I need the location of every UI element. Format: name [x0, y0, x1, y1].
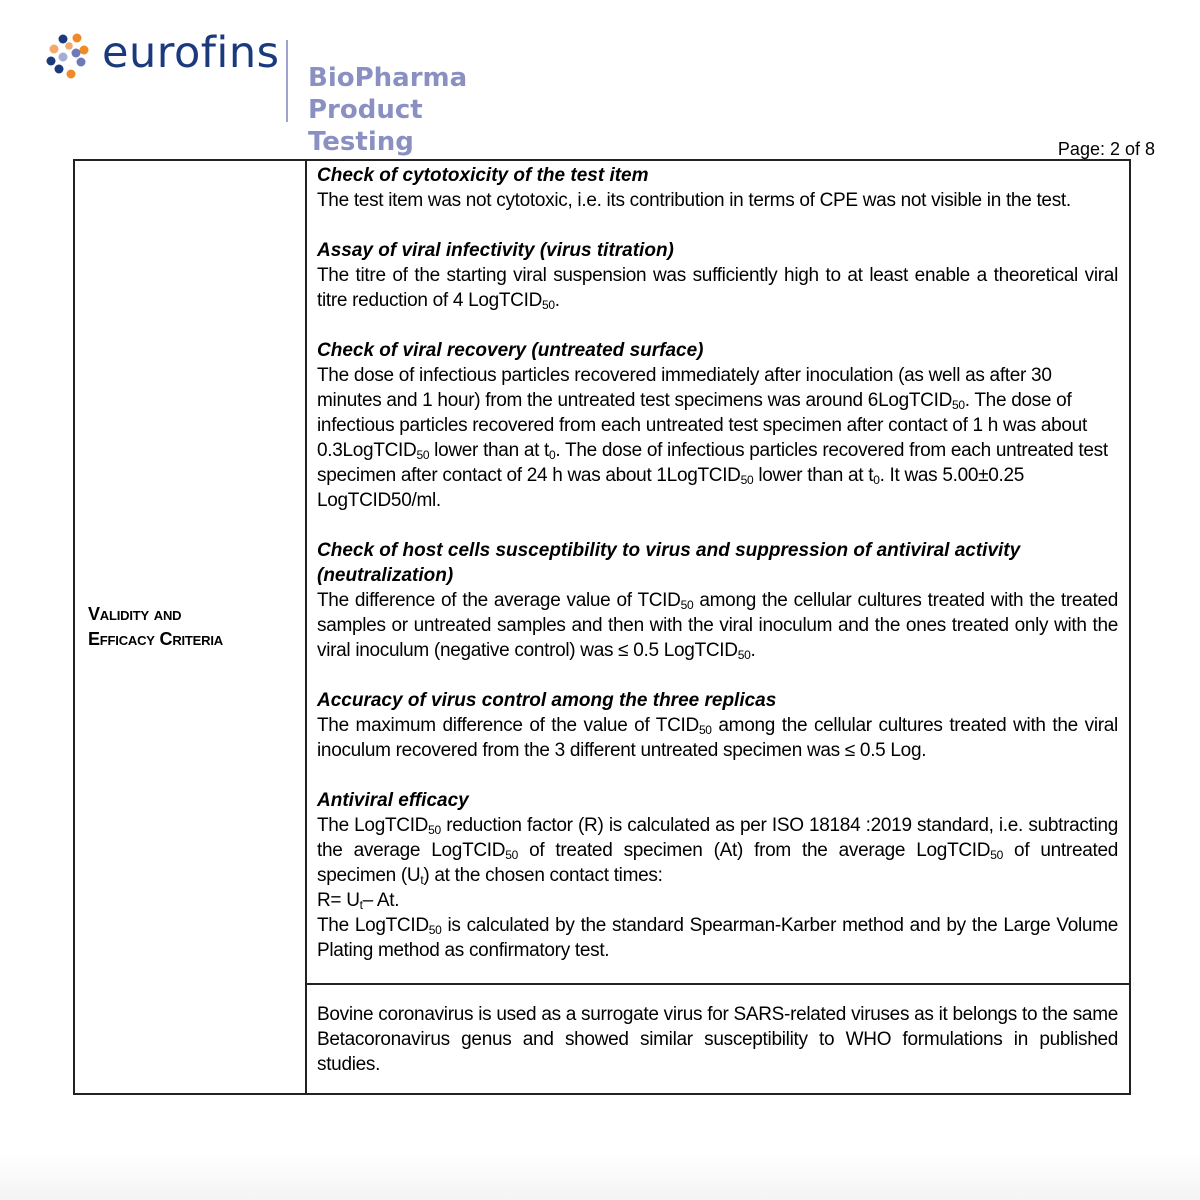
section-title: Accuracy of virus control among the three replicas: [317, 690, 777, 711]
row-label-line-1: Validity and: [88, 604, 182, 624]
molecule-dots-icon: [46, 32, 96, 82]
section-body-method: The LogTCID$_{50}$ is calculated by the standard Spearman-Karber method and by the Large Volume Plating method as confirmatory test.: [317, 915, 1118, 961]
criteria-content-cell: [306, 160, 1130, 984]
formula: $R= U_t-$ At.: [317, 890, 400, 912]
division-line-1: BioPharma: [308, 63, 468, 93]
row-label: [88, 602, 305, 652]
section-title: Assay of viral infectivity (virus titration): [317, 240, 674, 261]
section-title: Check of cytotoxicity of the test item: [317, 165, 649, 186]
section-title: Check of viral recovery (untreated surface): [317, 340, 704, 361]
section-cytotoxicity: [317, 163, 1118, 213]
division-line-2: Product Testing: [308, 95, 423, 157]
criteria-table: [73, 159, 1131, 1095]
section-body: The titre of the starting viral suspension was sufficiently high to at least enable a theoretical viral titre reduction of 4 LogTCID$_{50}$.: [317, 265, 1118, 312]
surrogate-virus-note: Bovine coronavirus is used as a surrogate virus for SARS-related viruses as it belongs to the same Betacoronavirus genus and showed similar susceptibility to WHO formulations in published studies.: [317, 1004, 1118, 1075]
section-body: The dose of infectious particles recovered immediately after inoculation (as well as after 30 minutes and 1 hour) from the untreated test specimens was around 6LogTCID$_{50}$. The dose of infectious particles recovered from each untreated test specimen after contact of 1 h was about 0.3LogTCID$_{50}$ lower than at $t_0$. The dose of infectious particles recovered from each untreated test specimen after contact of 24 h was about 1LogTCID$_{50}$ lower than at $t_0$. It was 5.00±0.25 LogTCID50/ml.: [317, 365, 1108, 511]
section-host-cells: [317, 538, 1118, 663]
section-title: Antiviral efficacy: [317, 790, 469, 811]
section-title: Check of host cells susceptibility to virus and suppression of antiviral activity (neutralization): [317, 540, 1021, 586]
brand-name: eurofins: [102, 28, 280, 78]
table-row: [74, 160, 1130, 984]
division-name: [308, 62, 526, 158]
section-viral-infectivity: [317, 238, 1118, 313]
row-label-line-2: Efficacy Criteria: [88, 629, 223, 649]
note-cell: [306, 984, 1130, 1094]
section-body: The difference of the average value of $TCID_{50}$ among the cellular cultures treated with the treated samples or untreated samples and then with the viral inoculum and the ones treated only with the viral inoculum (negative control) was ≤ 0.5 LogTCID$_{50}$.: [317, 590, 1118, 662]
row-label-cell: [74, 160, 306, 1094]
logo-divider: [286, 40, 288, 122]
page-number: Page: 2 of 8: [1057, 139, 1155, 159]
section-body: The maximum difference of the value of $TCID_{50}$ among the cellular cultures treated with the viral inoculum recovered from the 3 different untreated specimen was ≤ 0.5 Log.: [317, 715, 1118, 761]
section-body: The LogTCID$_{50}$ reduction factor (R) is calculated as per ISO 18184 :2019 standard, i.e. subtracting the average LogTCID$_{50}$ of treated specimen (At) from the average LogTCID$_{50}$ of untreated specimen $(U_t)$ at the chosen contact times:: [317, 815, 1119, 887]
section-body: The test item was not cytotoxic, i.e. its contribution in terms of CPE was not visible in the test.: [317, 190, 1071, 211]
section-virus-control: [317, 688, 1118, 763]
section-antiviral-efficacy: [317, 788, 1118, 963]
eurofins-logo: [46, 28, 526, 157]
section-viral-recovery: [317, 338, 1118, 513]
